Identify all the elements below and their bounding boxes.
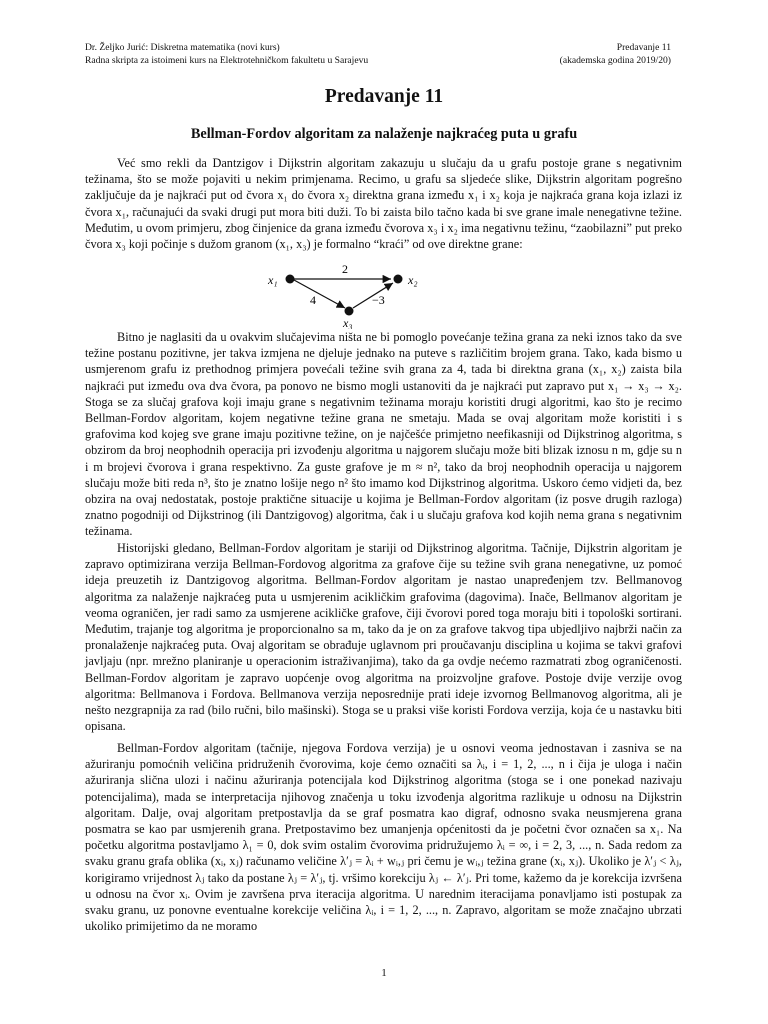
edge-weight-x1-x3: 4 [310, 293, 316, 307]
node-x1 [286, 275, 295, 284]
node-label-x3: x₃ [343, 316, 353, 329]
page-number: 1 [381, 967, 387, 979]
paragraph-1 [85, 155, 682, 252]
node-x2 [394, 275, 403, 284]
page-title: Predavanje 11 [324, 86, 444, 107]
paragraph-2 [85, 329, 682, 540]
node-label-x2: x₂ [408, 273, 418, 287]
edge-weight-x3-x2: −3 [372, 293, 385, 307]
section-title: Bellman-Fordov algoritam za nalaženje najkraćeg puta u grafu [190, 126, 578, 142]
node-label-x1: x₁ [268, 273, 278, 287]
edge-x1-x3 [294, 280, 345, 308]
header-script-note: Radna skripta za istoimeni kurs na Elektrotehničkom fakultetu u Sarajevu [85, 54, 369, 66]
header-author-course: Dr. Željko Jurić: Diskretna matematika (novi kurs) [85, 42, 280, 53]
paragraph-text: Historijski gledano, Bellman-Fordov algoritam je stariji od Dijkstrinog algoritma. Tačnije, Dijkstrin algoritam je zapravo optimizirana verzija Bellman-Fordovog algoritma za grafove čije su težine svih grana nenegativne, uz pomoć ideja preuzetih iz Dantzigovog algoritma. Bellman-Fordov algoritam je nastao unapređenjem tzv. Bellmanovog algoritma za nalaženje najkraćeg puta u usmjerenim acikličkim grafovima (dagovima). Inače, Bellmanov algoritam je veoma ograničen, jer radi samo za usmjerene acikličke grafove, čiji čvorovi pored toga moraju biti i topološki sortirani. Međutim, trajanje tog algoritma je proporcionalno sa m, tako da je on za grafove takvog tipa ubjedljivo najbrži način za pronalaženje najkraćeg puta. Ovaj algoritam se obrađuje uglavnom pri proučavanju disciplina u kojima se takvi grafovi javljaju (npr. mrežno planiranje u operacionim istraživanjima), tako da ga ovdje nećemo razmatrati zbog ograničenosti. Bellman-Fordov algoritam je zapravo uopćenje ovog algoritma na proizvoljne grafove. Postoje dvije verzije ovog algoritma: Bellmanova i Fordova. Bellmanova verzija neposrednije prati ideje izvornog Bellmanovog algoritma, ali je nešto nezgrapnija za rad (bilo ručni, bilo mašinski). Stoga se u praksi više koristi Fordova verzija, koja će u nastavku biti opisana. [85, 541, 682, 734]
weighted-digraph-figure [250, 257, 450, 329]
node-x3 [345, 307, 354, 316]
edge-weight-x1-x2: 2 [342, 262, 348, 276]
header-left [85, 42, 368, 67]
paragraph-text: Bellman-Fordov algoritam (tačnije, njegova Fordova verzija) je u osnovi veoma jednostavan i zasniva se na ažuriranju pomoćnih veličina pridruženih čvorovima, koje ćemo označiti sa λᵢ, i = 1, 2, ..., n i čija je uloga i način ažuriranja slična ulozi i načinu ažuriranja potencijala kod Dijkstrinog algoritma (stoga se i one ponekad nazivaju potencijalima), mada se interpretacija njihovog značenja u toku izvođenja algoritma razlikuje u odnosu na Dijkstrin algoritam. Dalje, ovaj algoritam pretpostavlja da se graf posmatra kao digraf, odnosno svaka neusmjerena grana posmatra se kao par usmjerenih grana. Pretpostavimo bez umanjenja općenitosti da je početni čvor označen sa x₁. Na početku algoritma postavljamo λ₁ = 0, dok svim ostalim čvorovima pridružujemo λᵢ = ∞, i = 2, 3, ..., n. Sada redom za svaku granu grafa oblika (xᵢ, xⱼ) računamo veličine λ′ⱼ = λᵢ + wᵢ,ⱼ pri čemu je wᵢ,ⱼ težina grane (xᵢ, xⱼ). Ukoliko je λ′ⱼ < λⱼ, korigiramo vrijednost λⱼ tako da postane λⱼ = λ′ⱼ, tj. vršimo korekciju λⱼ ← λ′ⱼ. Pri tome, kažemo da je korekcija izvršena u odnosu na čvor xᵢ. Ovim je završena prva iteracija algoritma. U narednim iteracijama ponavljamo isti postupak za svaku granu, uz ponovne eventualne korekcije veličina λᵢ, i = 1, 2, ..., n. Zapravo, algoritam se može značajno ubrzati ukoliko primijetimo da ne moramo [85, 741, 682, 934]
header-lecture: Predavanje 11 [616, 42, 671, 53]
paragraph-text: Bitno je naglasiti da u ovakvim slučajevima ništa ne bi pomoglo povećanje težina grana za neki iznos tako da sve težine postanu pozitivne, jer takva izmjena ne djeluje jednako na puteve s različitim brojem grana. Tako, kada bismo u usmjerenom grafu iz prethodnog primjera povećali težine svih grana za 4, tada bi direktna grana (x₁, x₂) zaista bila najkraći put između ova dva čvora, pa ponovo ne bismo mogli ustanoviti da je najkraći put zapravo put x₁ → x₃ → x₂. Stoga se za slučaj grafova koji imaju grane s negativnim težinama moraju koristiti drugi algoritmi, kao što je recimo Bellman-Fordov algoritam, kojem negativne težine grana ne smetaju. Mada se ovaj algoritam može koristiti i s grafovima kod kojeg sve grane imaju pozitivne težine, on je najčešće primjetno neefikasniji od Dijkstrinog algoritma, s obzirom da broj neophodnih operacija pri izvođenju algoritma u najgorem slučaju može biti blizak iznosu n m, gdje su n i m brojevi čvorova i grana respektivno. Za guste grafove je m ≈ n², tako da broj neophodnih operacija u najgorem slučaju može biti reda n³, što je znatno lošije nego n² što imamo kod Dijkstrinog algoritma. Uskoro ćemo vidjeti da, bez obzira na ovaj nedostatak, postoje praktične situacije u kojima je Bellman-Fordov algoritam (iz posve drugih razloga) znatno pogodniji od Dijkstrinog (ili Dantzigovog) algoritma, čak i u slučaju grafova kod kojih nema grana s negativnim težinama. [85, 330, 682, 539]
paragraph-3 [85, 540, 682, 734]
paragraph-text: Već smo rekli da Dantzigov i Dijkstrin algoritam zakazuju u slučaju da u grafu postoje grane s negativnim težinama, što se može pojaviti u nekim primjenama. Recimo, u grafu sa sljedeće slike, Dijkstrin algoritam pogrešno zaključuje da je najkraći put od čvora x₁ do čvora x₂ direktna grana između x₁ i x₂ koja je najkraća grana koja izlazi iz čvora x₁, računajući da svaki drugi put mora biti duži. To bi zaista bilo tačno kada bi sve grane imale nenegativne težine. Međutim, u ovom primjeru, zbog činjenice da grana između čvorova x₃ i x₂ ima negativnu težinu, “zaobilazni” put preko čvora x₃ koji počinje s dužom granom (x₁, x₃) je formalno “kraći” od ove direktne grane: [85, 156, 682, 252]
paragraph-4 [85, 740, 682, 934]
header-right [560, 42, 671, 67]
header-academic-year: (akademska godina 2019/20) [559, 54, 671, 66]
